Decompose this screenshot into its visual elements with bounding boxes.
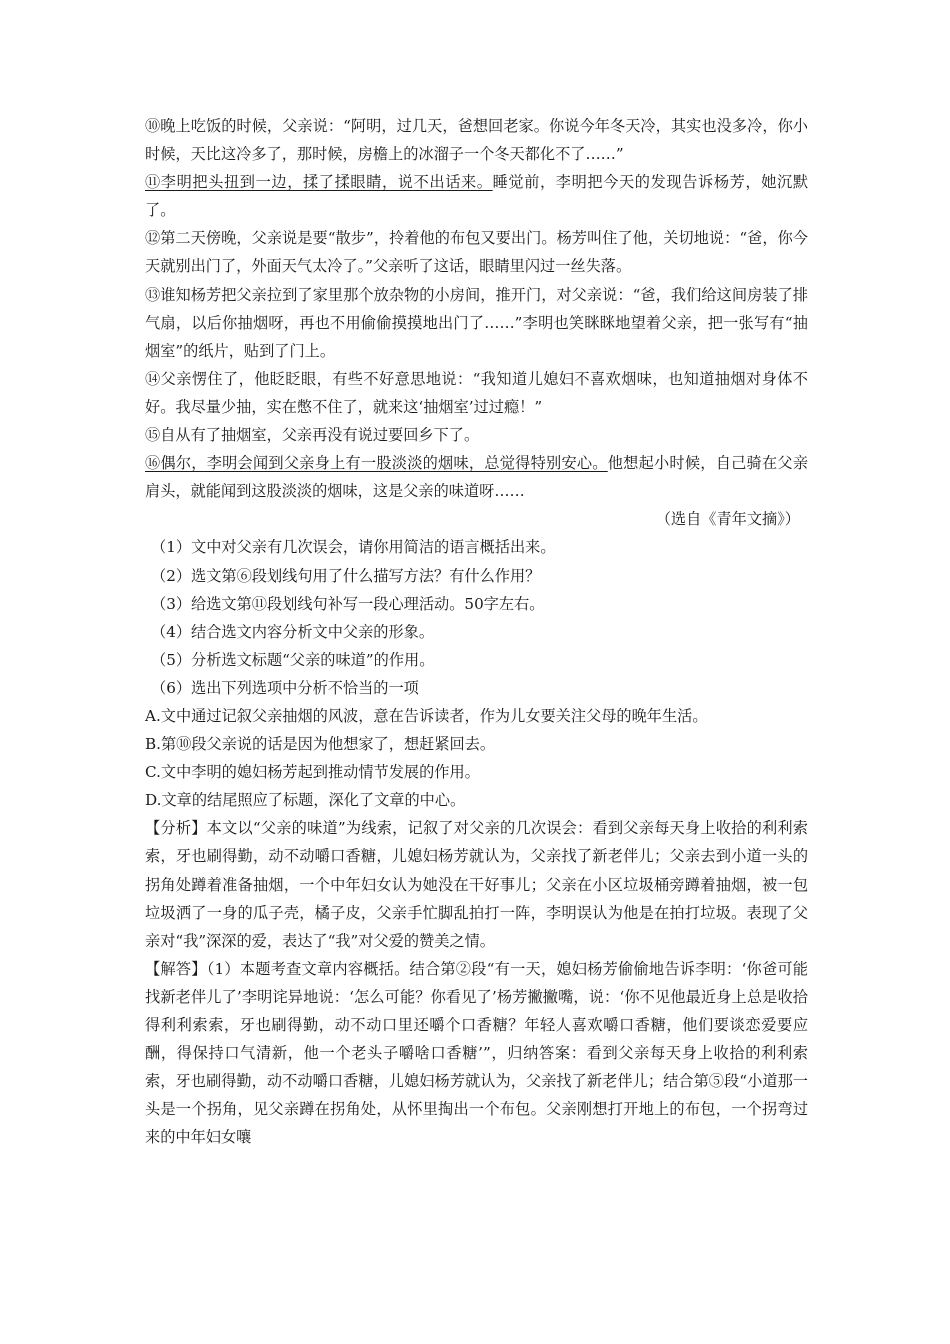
option-b: B.第⑩段父亲说的话是因为他想家了，想赶紧回去。 (145, 735, 496, 754)
question-4: （4）结合选文内容分析文中父亲的形象。 (151, 622, 435, 641)
paragraph-14: ⑭父亲愣住了，他眨眨眼，有些不好意思地说：“我知道儿媳妇不喜欢烟味，也知道抽烟对身体不好。我尽量少抽，实在憋不住了，就来这‘抽烟室’过过瘾！” (145, 369, 808, 416)
underlined-sentence-11: ⑪李明把头扭到一边，揉了揉眼睛，说不出话来。 (145, 173, 493, 192)
analysis-paragraph: 【分析】本文以“父亲的味道”为线索，记叙了对父亲的几次误会：看到父亲每天身上收拾的利利索索，牙也刷得勤，动不动嚼口香糖，儿媳妇杨芳就认为，父亲找了新老伴儿；父亲去到小道一头的拐角处蹲着准备抽烟，一个中年妇女认为她没在干好事儿；父亲在小区垃圾桶旁蹲着抽烟，被一包垃圾洒了一身的瓜子壳，橘子皮，父亲手忙脚乱拍打一阵，李明误认为他是在拍打垃圾。表现了父亲对“我”深深的爱，表达了“我”对父爱的赞美之情。 (145, 819, 808, 950)
paragraph-13: ⑬谁知杨芳把父亲拉到了家里那个放杂物的小房间，推开门，对父亲说：“爸，我们给这间房装了排气扇，以后你抽烟呀，再也不用偷偷摸摸地出门了……”李明也笑眯眯地望着父亲，把一张写有“抽烟室”的纸片，贴到了门上。 (145, 285, 808, 360)
underlined-sentence-16: ⑯偶尔，李明会闻到父亲身上有一股淡淡的烟味，总觉得特别安心。 (145, 454, 608, 473)
question-1: （1）文中对父亲有几次误会，请你用简洁的语言概括出来。 (151, 538, 556, 557)
paragraph-16-rest: 他想起小时候，自己骑在父亲肩头，就能闻到这股淡淡的烟味，这是父亲的味道呀…… (145, 454, 809, 501)
paragraph-15: ⑮自从有了抽烟室，父亲再没有说过要回乡下了。 (145, 426, 480, 445)
paragraph-11 (145, 168, 808, 224)
paragraph-12: ⑫第二天傍晚，父亲说是要“散步”，拎着他的布包又要出门。杨芳叫住了他，关切地说：“爸，你今天就别出门了，外面天气太冷了。”父亲听了这话，眼睛里闪过一丝失落。 (145, 229, 808, 276)
question-3: （3）给选文第⑪段划线句补写一段心理活动。50字左右。 (151, 594, 545, 613)
paragraph-16 (145, 449, 808, 505)
paragraph-10: ⑩晚上吃饭的时候，父亲说：“阿明，过几天，爸想回老家。你说今年冬天冷，其实也没多冷，你小时候，天比这冷多了，那时候，房檐上的冰溜子一个冬天都化不了……” (145, 117, 808, 164)
option-a: A.文中通过记叙父亲抽烟的风波，意在告诉读者，作为儿女要关注父母的晚年生活。 (145, 706, 708, 725)
option-c: C.文中李明的媳妇杨芳起到推动情节发展的作用。 (145, 763, 480, 782)
question-2: （2）选文第⑥段划线句用了什么描写方法？有什么作用？ (151, 566, 541, 585)
document-page (145, 112, 808, 1151)
answer-paragraph: 【解答】（1）本题考查文章内容概括。结合第②段“有一天，媳妇杨芳偷偷地告诉李明：‘你爸可能找新老伴儿了’李明诧异地说：‘怎么可能？你看见了’杨芳撇撇嘴，说：‘你不见他最近身上总是收拾得利利索索，牙也刷得勤，动不动口里还嚼个口香糖？年轻人喜欢嚼口香糖，他们要谈恋爱要应酬，得保持口气清新，他一个老头子嚼啥口香糖’”，归纳答案：看到父亲每天身上收拾的利利索索，牙也刷得勤，动不动嚼口香糖，儿媳妇杨芳就认为，父亲找了新老伴儿；结合第⑤段“小道那一头是一个拐角，见父亲蹲在拐角处，从怀里掏出一个布包。父亲刚想打开地上的布包，一个拐弯过来的中年妇女嚷 (145, 959, 808, 1147)
paragraph-11-rest: 睡觉前，李明把今天的发现告诉杨芳，她沉默了。 (145, 173, 809, 220)
option-d: D.文章的结尾照应了标题，深化了文章的中心。 (145, 791, 466, 810)
question-5: （5）分析选文标题“父亲的味道”的作用。 (151, 650, 435, 669)
source-citation: （选自《青年文摘》） (655, 510, 800, 529)
question-6: （6）选出下列选项中分析不恰当的一项 (151, 678, 419, 697)
